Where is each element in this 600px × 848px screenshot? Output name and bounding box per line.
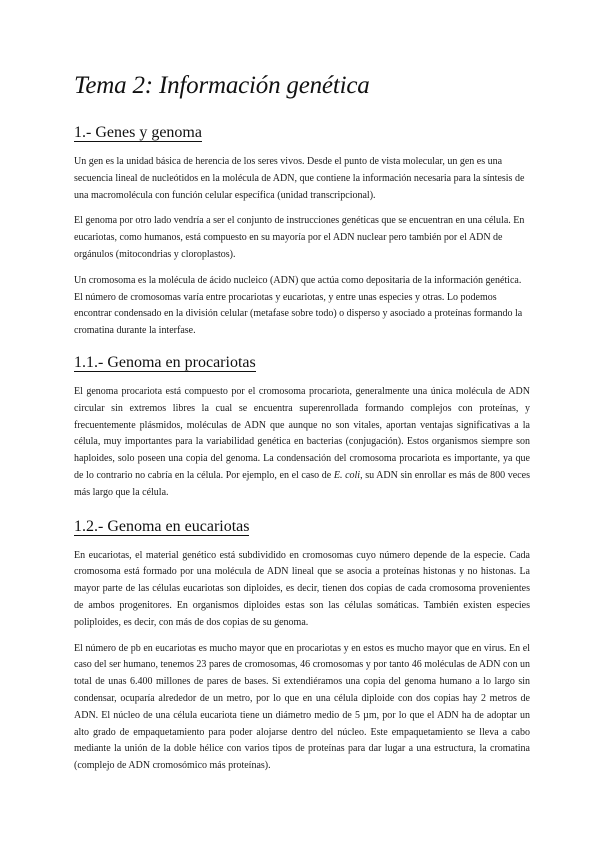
paragraph-gen: Un gen es la unidad básica de herencia de los seres vivos. Desde el punto de vista molecular, un gen es una secuencia lineal de nucleótidos en la molécula de ADN, que contiene la información necesaria para la síntesis de una macromolécula con función celular específica (unidad transcripcional). xyxy=(74,156,525,201)
section-heading-procariotas xyxy=(74,354,530,372)
paragraph-text: , su ADN sin enrollar es más de 800 veces más largo que la célula. xyxy=(74,469,530,498)
section-heading-genes-genoma xyxy=(74,124,530,142)
paragraph-material-genetico: En eucariotas, el material genético está subdividido en cromosomas cuyo número depende de la especie. Cada cromosoma está formado por una molécula de ADN lineal que se asocia a proteínas histonas y no histonas. La mayor parte de las células eucariotas son diploides, es decir, tienen dos copias de cada cromosoma provenientes de ambos progenitores. En organismos diploides estas son las células somáticas. También existen especies poliploides, es decir, con más de dos copias de su genoma. xyxy=(74,549,530,628)
section-heading-text: 1.- Genes y genoma xyxy=(74,124,202,141)
paragraph-cromosoma: Un cromosoma es la molécula de ácido nucleico (ADN) que actúa como depositaria de la información genética. El número de cromosomas varía entre procariotas y eucariotas, y entre unas especies y otras. Lo podemos encontrar condensado en la división celular (metafase sobre todo) o disperso y asociado a proteínas formando la cromatina durante la interfase. xyxy=(74,274,523,337)
paragraph-genoma: El genoma por otro lado vendría a ser el conjunto de instrucciones genéticas que se encuentran en una célula. En eucariotas, como humanos, está compuesto en su mayoría por el ADN nuclear pero también por el ADN de orgánulos (mitocondrias y cloroplastos). xyxy=(74,215,525,260)
paragraph-text: El genoma procariota está compuesto por el cromosoma procariota, generalmente una única molécula de ADN circular sin extremos libres la cual se encuentra superenrollada formando complejos con proteínas, y frecuentemente plásmidos, moléculas de ADN que aunque no son vitales, aportan ventajas significativas a la célula, muy importantes para la variabilidad genética en bacterias (conjugación). Estos organismos siempre son haploides, solo poseen una copia del genoma. La condensación del cromosoma procariota es importante, ya que de lo contrario no cabría en la célula. Por ejemplo, en el caso de xyxy=(74,385,530,481)
section-heading-eucariotas xyxy=(74,518,530,536)
document-page xyxy=(74,72,530,784)
paragraph-genoma-procariota xyxy=(74,384,530,502)
section-heading-text: 1.2.- Genoma en eucariotas xyxy=(74,517,250,535)
section-heading-text: 1.1.- Genoma en procariotas xyxy=(74,353,256,371)
paragraph-numero-pb: El número de pb en eucariotas es mucho mayor que en procariotas y en estos es mucho mayor que en virus. En el caso del ser humano, tenemos 23 pares de cromosomas, 46 cromosomas y por tanto 46 moléculas de ADN con un total de unas 6.400 millones de pares de bases. Si extendiéramos una copia del genoma humano a lo largo sin condensar, ocuparía alrededor de un metro, por lo que en una célula diploide con dos copias hay 2 metros de ADN. El núcleo de una célula eucariota tiene un diámetro medio de 5 µm, por lo que el ADN ha de adoptar un alto grado de empaquetamiento para poder alojarse dentro del núcleo. Este empaquetamiento se lleva a cabo mediante la unión de la doble hélice con varios tipos de proteínas para dar lugar a una estructura, la cromatina (complejo de ADN cromosómico más proteínas). xyxy=(74,642,530,772)
document-title: Tema 2: Información genética xyxy=(74,72,370,99)
species-name: E. coli xyxy=(333,469,361,481)
